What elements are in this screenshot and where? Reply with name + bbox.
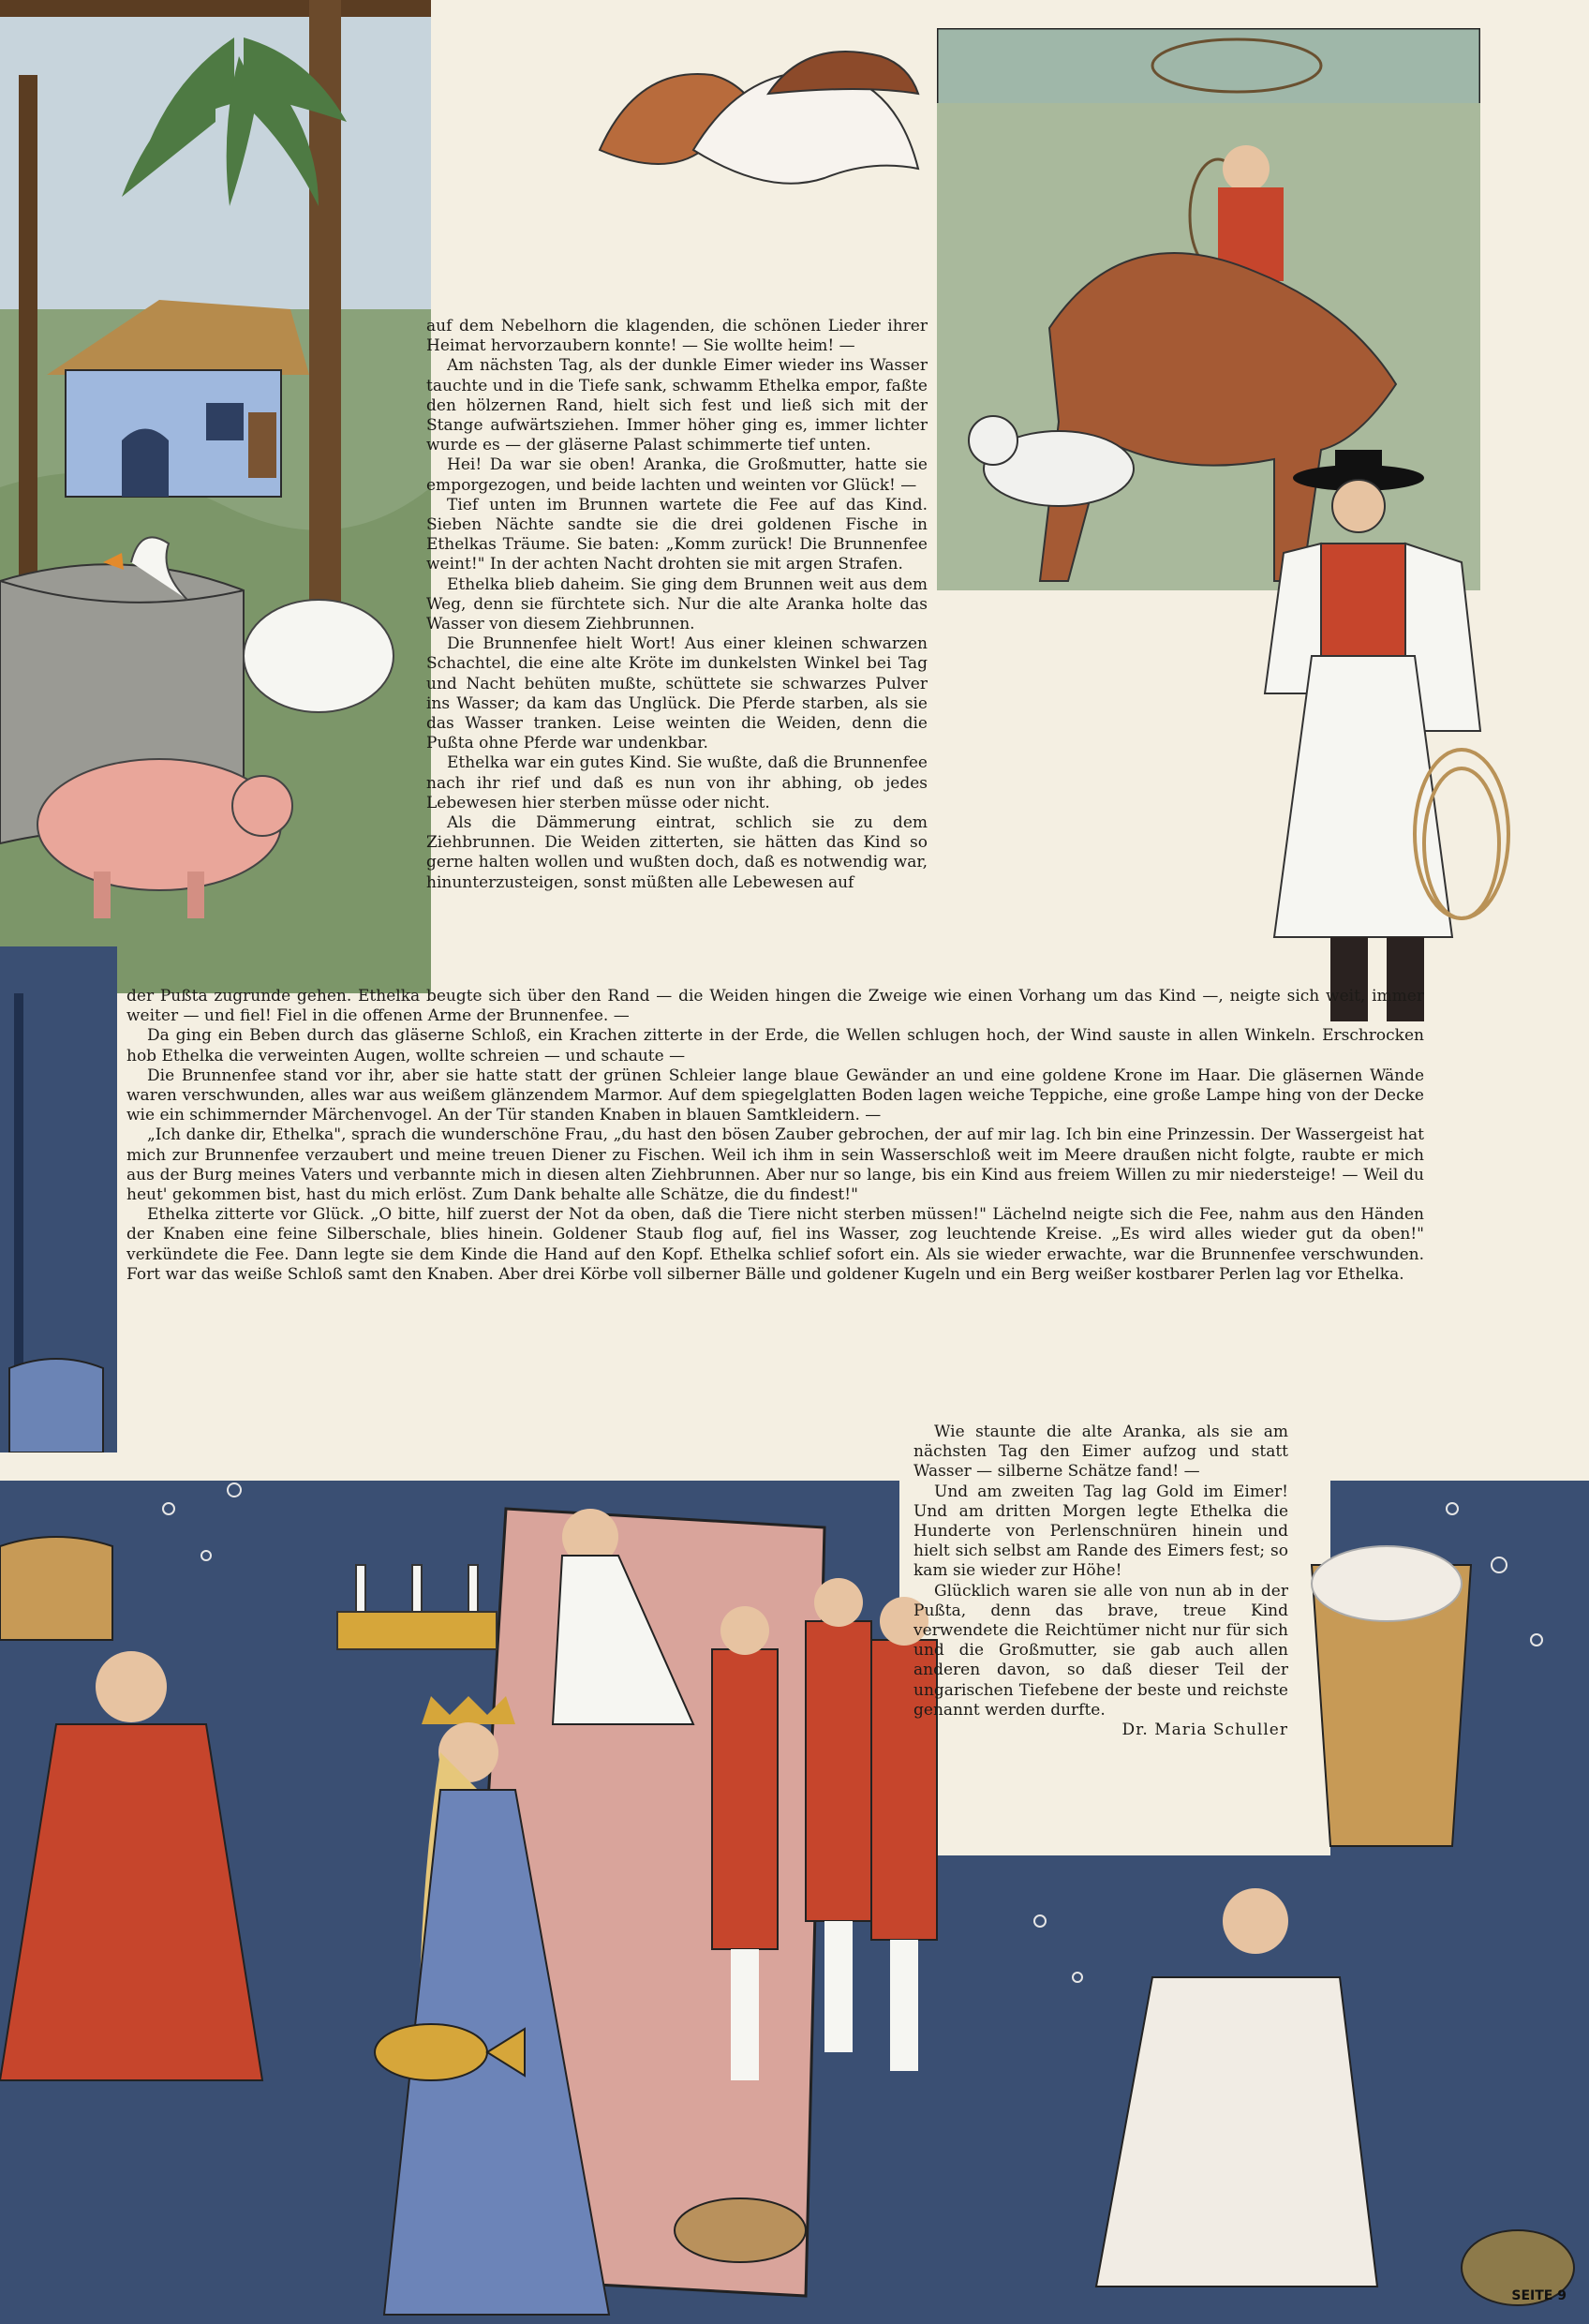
- basket-icon: [675, 2198, 806, 2262]
- story-paragraph: Als die Dämmerung eintrat, schlich sie zu dem Ziehbrunnen. Die Weiden zitterten, sie hätten das Kind so gerne halten wollen und wußten doch, daß es notwendig war, hinunterzusteigen, sonst müßten alle Lebewesen auf: [426, 813, 928, 892]
- story-column-left: [426, 317, 928, 893]
- story-paragraph: Wie staunte die alte Aranka, als sie am nächsten Tag den Eimer aufzog und statt Wasser — silberne Schätze fand! —: [913, 1423, 1288, 1482]
- story-paragraph: der Pußta zugrunde gehen. Ethelka beugte sich über den Rand — die Weiden hingen die Zweige wie einen Vorhang um das Kind —, neigte sich weit, immer weiter — und fiel! Fiel in die offenen Arme der Brunnenfee. —: [126, 987, 1424, 1026]
- story-paragraph: Tief unten im Brunnen wartete die Fee auf das Kind. Sieben Nächte sandte sie die drei goldenen Fische in Ethelkas Träume. Sie baten: „Komm zurück! Die Brunnenfee weint!" In der achten Nacht drohten sie mit argen Strafen.: [426, 495, 928, 574]
- story-paragraph: Glücklich waren sie alle von nun ab in der Pußta, denn das brave, treue Kind verwendete die Reichtümer nicht nur für sich und die Großmutter, sie gab auch allen anderen davon, so daß dieser Teil der ungarischen Tiefebene der beste und reichste genannt werden durfte.: [913, 1581, 1288, 1720]
- underwater-castle-illustration: [0, 1452, 1589, 2324]
- author-credit: Dr. Maria Schuller: [1121, 1721, 1288, 1740]
- story-paragraph: Hei! Da war sie oben! Aranka, die Großmutter, hatte sie emporgezogen, und beide lachten und weinten vor Glück! —: [426, 455, 928, 495]
- deep-water-illustration: [0, 993, 117, 1452]
- story-paragraph: Die Brunnenfee hielt Wort! Aus einer kleinen schwarzen Schachtel, die eine alte Kröte im dunkelsten Winkel bei Tag und Nacht behüten mußte, schüttete sie schwarzes Pulver ins Wasser; da kam das Unglück. Die Pferde starben, als sie das Wasser tranken. Leise weinten die Weiden, denn die Pußta ohne Pferde war undenkbar.: [426, 634, 928, 753]
- story-paragraph: auf dem Nebelhorn die klagenden, die schönen Lieder ihrer Heimat hervorzaubern konnte! — Sie wollte heim! —: [426, 317, 928, 356]
- chandelier-icon: [337, 1565, 497, 1649]
- story-paragraph: Und am zweiten Tag lag Gold im Eimer! Und am dritten Morgen legte Ethelka die Hunderte von Perlenschnüren hinein und hielt sich selbst am Rande des Eimers fest; so kam sie wieder zur Höhe!: [913, 1482, 1288, 1581]
- page-number: SEITE 9: [1511, 2288, 1567, 2303]
- story-paragraph: Ethelka blieb daheim. Sie ging dem Brunnen weit aus dem Weg, denn sie fürchtete sich. Nur die alte Aranka holte das Wasser von diesem Ziehbrunnen.: [426, 574, 928, 634]
- story-paragraph: „Ich danke dir, Ethelka", sprach die wunderschöne Frau, „du hast den bösen Zauber gebrochen, der auf mir lag. Ich bin eine Prinzessin. Der Wassergeist hat mich zur Brunnenfee verzaubert und meine treuen Diener zu Fischen. Weil ich ihm in sein Wasserschloß weit im Meere draußen nicht folgte, raubte er mich aus der Burg meines Vaters und verbannte mich in diesen alten Ziehbrunnen. Aber nur so lange, bis ein Kind aus freiem Willen zu mir niedersteige! — Weil du heut' gekommen bist, hast du mich erlöst. Zum Dank behalte alle Schätze, die du findest!": [126, 1125, 1424, 1205]
- story-paragraph: Am nächsten Tag, als der dunkle Eimer wieder ins Wasser tauchte und in die Tiefe sank, schwamm Ethelka empor, faßte den hölzernen Rand, hielt sich fest und ließ sich mit der Stange aufwärtsziehen. Immer höher ging es, immer lichter wurde es — der gläserne Palast schimmerte tief unten.: [426, 356, 928, 455]
- story-paragraph: Ethelka war ein gutes Kind. Sie wußte, daß die Brunnenfee nach ihr rief und daß es nun von ihr abhing, ob jedes Lebewesen hier sterben müsse oder nicht.: [426, 753, 928, 812]
- well-and-farm-illustration: [0, 0, 431, 993]
- story-paragraph: Ethelka zitterte vor Glück. „O bitte, hilf zuerst der Not da oben, daß die Tiere nicht sterben müssen!" Lächelnd neigte sich die Fee, nahm aus den Händen der Knaben eine feine Silberschale, blies hinein. Goldener Staub flog auf, fiel ins Wasser, zog leuchtende Kreise. „Es wird alles wieder gut da oben!" verkündete die Fee. Dann legte sie dem Kinde die Hand auf den Kopf. Ethelka schlief sofort ein. Als sie wieder erwachte, war die Brunnenfee verschwunden. Fort war das weiße Schloß samt den Knaben. Aber drei Körbe voll silberner Bälle und goldener Kugeln und ein Berg weißer kostbarer Perlen lag vor Ethelka.: [126, 1205, 1424, 1284]
- page-boys-icon: [712, 1578, 937, 2080]
- story-column-wide: [126, 987, 1424, 1285]
- herdsman-illustration: [1246, 440, 1527, 1050]
- story-paragraph: Da ging ein Beben durch das gläserne Schloß, ein Krachen zitterte in der Erde, die Wellen schlugen hoch, der Wind sauste in allen Winkeln. Erschrocken hob Ethelka die verweinten Augen, wollte schreien — und schaute —: [126, 1026, 1424, 1065]
- story-paragraph: Die Brunnenfee stand vor ihr, aber sie hatte statt der grünen Schleier lange blaue Gewänder an und eine goldene Krone im Haar. Die gläsernen Wände waren verschwunden, alles war aus weißem glänzendem Marmor. Auf dem spiegelglatten Boden lagen weiche Teppiche, eine große Lampe hing von der Decke wie ein schimmernder Märchenvogel. An der Tür standen Knaben in blauen Samtkleidern. —: [126, 1065, 1424, 1125]
- story-column-right: [913, 1423, 1288, 1740]
- herdsman-icon: [1265, 450, 1480, 1021]
